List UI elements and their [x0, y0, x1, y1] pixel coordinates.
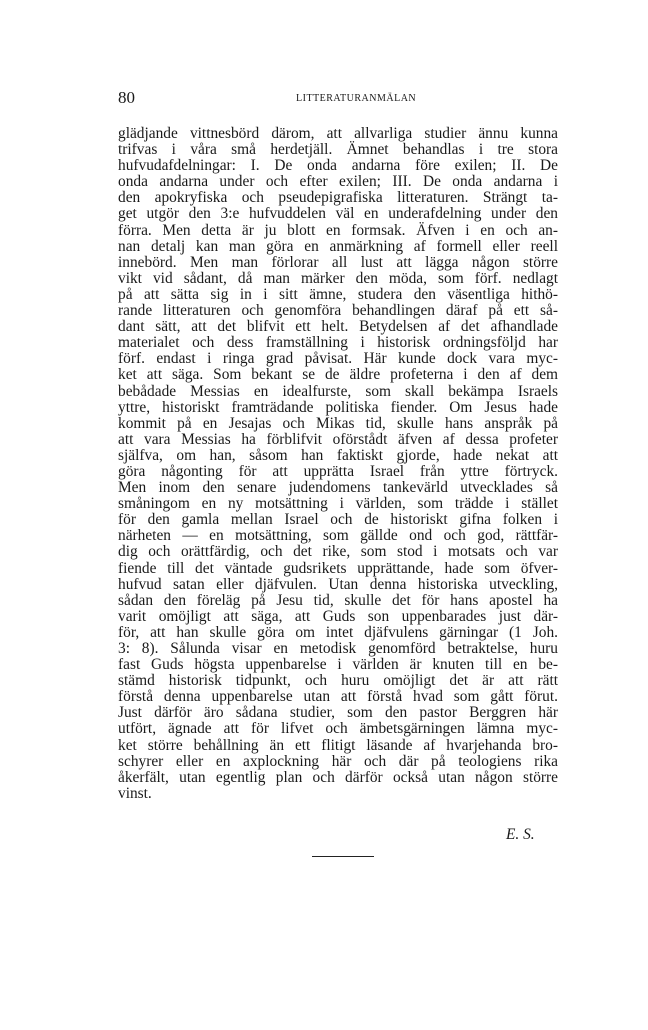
text-line: ket större behållning än ett flitigt läsande af hvarjehanda bro-	[118, 736, 558, 754]
text-line: fiende till det väntade gudsrikets upprättande, hade som öfver-	[118, 559, 558, 577]
text-line: vinst.	[118, 784, 152, 802]
body-text	[118, 126, 558, 802]
text-line: förf. endast i ringa grad påvisat. Här kunde dock vara myc-	[118, 350, 558, 368]
text-line: förstå denna uppenbarelse utan att förstå hvad som gått förut.	[118, 688, 558, 706]
text-line: trifvas i våra små herdetjäll. Ämnet behandlas i tre stora	[118, 141, 558, 159]
text-line: bebådade Messias en idealfurste, som skall bekämpa Israels	[118, 382, 558, 400]
text-line: förra. Men detta är ju blott en formsak. Äfven i en och an-	[118, 221, 558, 239]
text-line: innebörd. Men man förlorar all lust att lägga någon större	[118, 253, 558, 271]
text-line: rande litteraturen och genomföra behandlingen däraf på ett så-	[118, 302, 558, 320]
signature: E. S.	[506, 826, 535, 843]
text-line: åkerfält, utan egentlig plan och därför också utan någon större	[118, 768, 558, 786]
text-line: närheten — en motsättning, som gällde ond och god, rättfär-	[118, 527, 558, 545]
text-line: för, att han skulle göra om intet djäfvulens gärningar (1 Joh.	[118, 623, 558, 641]
text-line: utfört, ägnade att för lifvet och ämbetsgärningen lämna myc-	[118, 720, 558, 738]
text-line: småningom en ny motsättning i världen, som trädde i stället	[118, 495, 558, 513]
page-header	[118, 88, 558, 110]
text-line: varit omöjligt att säga, att Guds son uppenbarades just där-	[118, 607, 558, 625]
text-line: Men inom den senare judendomens tankevärld utvecklades så	[118, 479, 558, 497]
closing-rule	[312, 856, 374, 857]
text-line: för den gamla mellan Israel och de historiskt gifna folken i	[118, 511, 558, 529]
text-line: schyrer eller en axplockning här och där på teologiens rika	[118, 752, 558, 770]
running-title: LITTERATURANMÄLAN	[296, 93, 417, 104]
text-line: vikt vid sådant, då man märker den möda, som förf. nedlagt	[118, 269, 558, 287]
page-number: 80	[118, 88, 135, 107]
text-line: yttre, historiskt framträdande politiska fiender. Om Jesus hade	[118, 398, 558, 416]
text-line: onda andarna under och efter exilen; III. De onda andarna i	[118, 173, 558, 191]
text-line: göra någonting för att upprätta Israel från yttre förtryck.	[118, 462, 558, 480]
text-line: glädjande vittnesbörd därom, att allvarliga studier ännu kunna	[118, 125, 558, 142]
text-line: dig och orättfärdig, och det rike, som stod i motsats och var	[118, 543, 558, 561]
text-line: hufvudafdelningar: I. De onda andarna före exilen; II. De	[118, 157, 558, 175]
text-line: själfva, om han, såsom han faktiskt gjorde, hade nekat att	[118, 446, 558, 464]
text-line: get utgör den 3:e hufvuddelen väl en underafdelning under den	[118, 205, 558, 223]
text-line: stämd historisk tidpunkt, och huru omöjligt det är att rätt	[118, 672, 558, 690]
text-line: nan detalj kan man göra en anmärkning af formell eller reell	[118, 237, 558, 255]
text-line: att vara Messias ha förblifvit oförstådt äfven af dessa profeter	[118, 430, 558, 448]
text-line: 3: 8). Sålunda visar en metodisk genomförd betraktelse, huru	[118, 640, 558, 657]
text-line: Just därför äro sådana studier, som den pastor Berggren här	[118, 704, 558, 722]
text-line: fast Guds högsta uppenbarelse i världen är knuten till en be-	[118, 656, 558, 674]
text-line: ket att säga. Som bekant se de äldre profeterna i den af dem	[118, 366, 558, 384]
text-line: sådan den föreläg på Jesu tid, skulle det för hans apostel ha	[118, 591, 558, 609]
text-line: hufvud satan eller djäfvulen. Utan denna historiska utveckling,	[118, 575, 558, 593]
text-line: dant sätt, att det blifvit ett helt. Betydelsen af det afhandlade	[118, 318, 558, 336]
text-line: materialet och dess framställning i historisk ordningsföljd har	[118, 334, 558, 352]
text-line: kommit på en Jesajas och Mikas tid, skulle hans anspråk på	[118, 414, 558, 432]
text-line: på att sätta sig in i sitt ämne, studera den väsentliga hithö-	[118, 285, 558, 303]
text-line: den apokryfiska och pseudepigrafiska litteraturen. Strängt ta-	[118, 189, 558, 207]
